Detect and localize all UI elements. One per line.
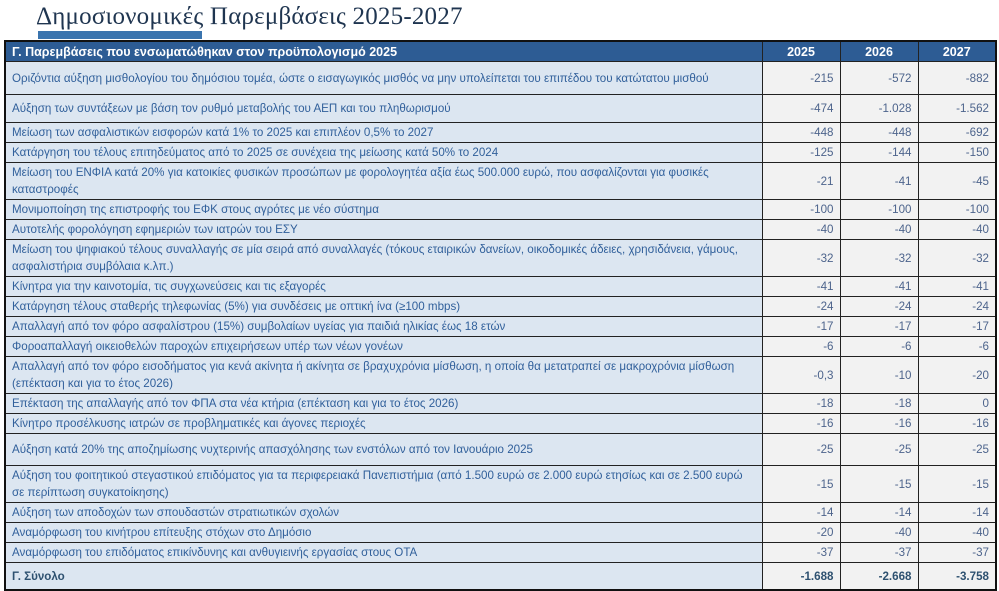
table-row [5,163,996,200]
table-row [5,297,996,317]
row-value-2026: -25 [840,434,918,466]
table-row [5,95,996,123]
table-row [5,503,996,523]
row-value-2027: -882 [918,62,996,95]
row-value-2025: -40 [762,220,840,240]
table-row [5,337,996,357]
row-value-2026: -32 [840,240,918,277]
row-value-2025: -37 [762,543,840,563]
row-value-2026: -16 [840,414,918,434]
row-value-2025: -16 [762,414,840,434]
table-row [5,220,996,240]
row-value-2025: -15 [762,466,840,503]
row-value-2025: -6 [762,337,840,357]
row-value-2027: -37 [918,543,996,563]
row-value-2026: -144 [840,143,918,163]
row-value-2026: -1.028 [840,95,918,123]
row-value-2027: -14 [918,503,996,523]
row-label: Επέκταση της απαλλαγής από τον ΦΠΑ στα νέα κτήρια (επέκταση και για το έτος 2026) [5,394,762,414]
table-row [5,200,996,220]
row-value-2025: -17 [762,317,840,337]
row-value-2025: -125 [762,143,840,163]
row-label: Κατάργηση του τέλους επιτηδεύματος από το 2025 σε συνέχεια της μείωσης κατά 50% το 2024 [5,143,762,163]
row-label: Οριζόντια αύξηση μισθολογίου του δημόσιου τομέα, ώστε ο εισαγωγικός μισθός να μην υπολείπεται του επιπέδου του κατώτατου μισθού [5,62,762,95]
row-value-2025: -32 [762,240,840,277]
row-value-2025: -448 [762,123,840,143]
row-value-2026: -14 [840,503,918,523]
row-label: Κίνητρο προσέλκυσης ιατρών σε προβληματικές και άγονες περιοχές [5,414,762,434]
section-header: Γ. Παρεμβάσεις που ενσωματώθηκαν στον προϋπολογισμό 2025 [5,41,762,62]
row-value-2027: -40 [918,523,996,543]
table-row [5,317,996,337]
total-value-2025: -1.688 [762,563,840,591]
table-row [5,543,996,563]
row-label: Κατάργηση τέλους σταθερής τηλεφωνίας (5%) για συνδέσεις με οπτική ίνα (≥100 mbps) [5,297,762,317]
row-label: Αναμόρφωση του επιδόματος επικίνδυνης και ανθυγιεινής εργασίας στους ΟΤΑ [5,543,762,563]
row-label: Αύξηση κατά 20% της αποζημίωσης νυχτερινής απασχόλησης των ενστόλων από τον Ιανουάριο 2025 [5,434,762,466]
row-value-2025: -0,3 [762,357,840,394]
column-header-2025: 2025 [762,41,840,62]
row-label: Απαλλαγή από τον φόρο εισοδήματος για κενά ακίνητα ή ακίνητα σε βραχυχρόνια μίσθωση, η οποία θα μετατραπεί σε μακροχρόνια μίσθωση (επέκταση και για το έτος 2026) [5,357,762,394]
table-row [5,62,996,95]
table-row [5,240,996,277]
row-value-2025: -20 [762,523,840,543]
row-value-2027: -6 [918,337,996,357]
row-label: Μείωση των ασφαλιστικών εισφορών κατά 1% το 2025 και επιπλέον 0,5% το 2027 [5,123,762,143]
row-value-2025: -41 [762,277,840,297]
table-row [5,414,996,434]
row-value-2027: -45 [918,163,996,200]
table-row [5,277,996,297]
row-value-2027: -150 [918,143,996,163]
row-value-2026: -6 [840,337,918,357]
row-value-2026: -37 [840,543,918,563]
row-label: Φοροαπαλλαγή οικειοθελών παροχών επιχειρήσεων υπέρ των νέων γονέων [5,337,762,357]
row-label: Αυτοτελής φορολόγηση εφημεριών των ιατρών του ΕΣΥ [5,220,762,240]
column-header-2026: 2026 [840,41,918,62]
table-row [5,123,996,143]
page-title: Δημοσιονομικές Παρεμβάσεις 2025-2027 [36,3,463,30]
row-value-2026: -41 [840,277,918,297]
table-row [5,466,996,503]
row-value-2025: -215 [762,62,840,95]
row-value-2025: -18 [762,394,840,414]
row-value-2027: -24 [918,297,996,317]
title-underline-bar [38,31,202,39]
total-value-2027: -3.758 [918,563,996,591]
column-header-2027: 2027 [918,41,996,62]
row-value-2027: -692 [918,123,996,143]
row-value-2026: -40 [840,523,918,543]
row-label: Αύξηση των αποδοχών των σπουδαστών στρατιωτικών σχολών [5,503,762,523]
table-header-row [5,41,996,62]
row-value-2027: -17 [918,317,996,337]
row-value-2025: -14 [762,503,840,523]
row-label: Αύξηση του φοιτητικού στεγαστικού επιδόματος για τα περιφερειακά Πανεπιστήμια (από 1.500 ευρώ σε 2.000 ευρώ ετησίως και σε 2.500 ευρώ σε περίπτωση συγκατοίκησης) [5,466,762,503]
row-value-2027: -25 [918,434,996,466]
row-label: Μείωση του ψηφιακού τέλους συναλλαγής σε μία σειρά από συναλλαγές (τόκους εταιρικών δανείων, οικοδομικές άδειες, χρησιδάνεια, γάμους, ασφαλιστήρια συμβόλαια κ.λπ.) [5,240,762,277]
total-label: Γ. Σύνολο [5,563,762,591]
table-row [5,394,996,414]
row-label: Κίνητρα για την καινοτομία, τις συγχωνεύσεις και τις εξαγορές [5,277,762,297]
table-row [5,143,996,163]
table-row [5,523,996,543]
row-value-2026: -15 [840,466,918,503]
row-value-2026: -100 [840,200,918,220]
row-value-2027: -41 [918,277,996,297]
row-value-2025: -25 [762,434,840,466]
row-value-2026: -448 [840,123,918,143]
table-row [5,434,996,466]
row-label: Απαλλαγή από τον φόρο ασφαλίστρου (15%) συμβολαίων υγείας για παιδιά ηλικίας έως 18 ετών [5,317,762,337]
row-value-2025: -24 [762,297,840,317]
total-row [5,563,996,591]
row-label: Μείωση του ΕΝΦΙΑ κατά 20% για κατοικίες φυσικών προσώπων με φορολογητέα αξία έως 500.000 ευρώ, που ασφαλίζονται για φυσικές καταστροφές [5,163,762,200]
row-value-2026: -24 [840,297,918,317]
row-value-2027: -1.562 [918,95,996,123]
row-value-2025: -474 [762,95,840,123]
fiscal-interventions-table [4,40,997,591]
row-value-2026: -10 [840,357,918,394]
table-body [5,62,996,563]
table-row [5,357,996,394]
row-value-2027: 0 [918,394,996,414]
row-label: Αναμόρφωση του κινήτρου επίτευξης στόχων στο Δημόσιο [5,523,762,543]
row-value-2026: -40 [840,220,918,240]
row-label: Αύξηση των συντάξεων με βάση τον ρυθμό μεταβολής του ΑΕΠ και του πληθωρισμού [5,95,762,123]
row-value-2026: -41 [840,163,918,200]
row-value-2027: -15 [918,466,996,503]
row-value-2027: -32 [918,240,996,277]
row-value-2025: -100 [762,200,840,220]
row-value-2027: -40 [918,220,996,240]
row-value-2026: -17 [840,317,918,337]
row-value-2026: -18 [840,394,918,414]
total-value-2026: -2.668 [840,563,918,591]
row-value-2027: -100 [918,200,996,220]
row-value-2026: -572 [840,62,918,95]
row-value-2027: -16 [918,414,996,434]
row-value-2027: -20 [918,357,996,394]
row-value-2025: -21 [762,163,840,200]
row-label: Μονιμοποίηση της επιστροφής του ΕΦΚ στους αγρότες με νέο σύστημα [5,200,762,220]
